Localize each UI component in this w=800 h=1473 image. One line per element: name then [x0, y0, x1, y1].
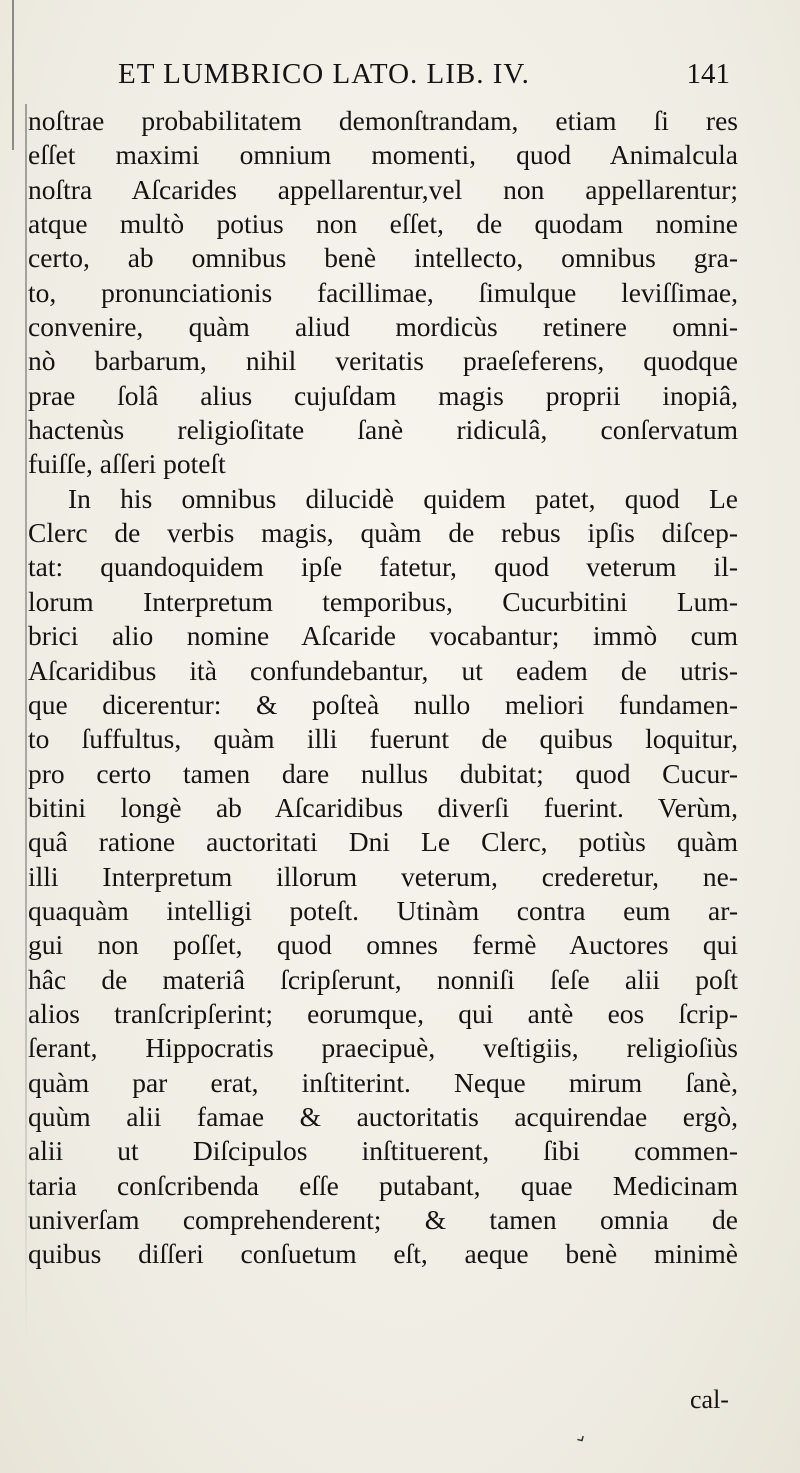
text-line: hactenùs religioſitate ſanè ridiculâ, conſervatum — [28, 414, 738, 446]
text-line: Aſcaridibus ità confundebantur, ut eadem de utris- — [28, 654, 738, 686]
text-line: brici alio nomine Aſcaride vocabantur; immò cum — [28, 620, 738, 652]
page-header — [118, 58, 730, 102]
text-line: In his omnibus dilucidè quidem patet, quod Le — [68, 482, 738, 514]
body-text — [28, 104, 738, 1272]
text-line: ſerant, Hippocratis praecipuè, veſtigiis, religioſiùs — [28, 1032, 738, 1064]
text-line: eſſet maximi omnium momenti, quod Animalcula — [28, 139, 738, 171]
text-line: Clerc de verbis magis, quàm de rebus ipſis diſcep- — [28, 517, 738, 549]
text-line: atque multò potius non eſſet, de quodam nomine — [28, 208, 738, 240]
text-line: prae ſolâ alius cujuſdam magis proprii inopiâ, — [28, 379, 738, 411]
text-line: noſtrae probabilitatem demonſtrandam, etiam ſi res — [28, 105, 738, 136]
text-line: alios tranſcripſerint; eorumque, qui antè eos ſcrip- — [28, 997, 738, 1029]
text-line: illi Interpretum illorum veterum, crederetur, ne- — [28, 860, 738, 892]
text-line: univerſam comprehenderent; & tamen omnia de — [28, 1204, 738, 1235]
text-line: fuiſſe, aſſeri poteſt — [28, 448, 226, 480]
running-head: ET LUMBRICO LATO. LIB. IV. — [118, 58, 530, 90]
stray-ink-mark-icon: ⌄ — [567, 1423, 591, 1449]
text-line: quâ ratione auctoritati Dni Le Clerc, potiùs quàm — [28, 826, 738, 858]
text-line: quaquàm intelligi poteſt. Utinàm contra eum ar- — [28, 894, 738, 926]
text-line: to, pronunciationis facillimae, ſimulque leviſſimae, — [28, 276, 738, 308]
page-number: 141 — [686, 58, 730, 90]
text-line: tat: quandoquidem ipſe fatetur, quod veterum il- — [28, 551, 738, 583]
text-line: to ſuffultus, quàm illi fuerunt de quibus loquitur, — [28, 723, 738, 755]
text-line: pro certo tamen dare nullus dubitat; quod Cucur- — [28, 757, 738, 789]
text-line: convenire, quàm aliud mordicùs retinere omni- — [28, 311, 738, 343]
text-line: bitini longè ab Aſcaridibus diverſi fuerint. Verùm, — [28, 791, 738, 823]
page-edge-rule — [12, 0, 14, 150]
text-line: certo, ab omnibus benè intellecto, omnibus gra- — [28, 242, 738, 274]
gutter-shadow — [25, 104, 27, 1344]
text-line: hâc de materiâ ſcripſerunt, nonniſi ſeſe alii poſt — [28, 963, 738, 995]
text-line: quùm alii famae & auctoritatis acquirendae ergò, — [28, 1100, 738, 1132]
text-line: que dicerentur: & poſteà nullo meliori fundamen- — [28, 688, 738, 720]
catchword: cal- — [690, 1385, 729, 1414]
text-line: quibus diſſeri conſuetum eſt, aeque benè minimè — [28, 1238, 738, 1270]
text-line: nò barbarum, nihil veritatis praeſeferens, quodque — [28, 345, 738, 377]
text-line: alii ut Diſcipulos inſtituerent, ſibi commen- — [28, 1135, 738, 1167]
text-line: quàm par erat, inſtiterint. Neque mirum ſanè, — [28, 1066, 738, 1098]
text-line: lorum Interpretum temporibus, Cucurbitini Lum- — [28, 585, 738, 617]
text-line: noſtra Aſcarides appellarentur,vel non appellarentur; — [28, 173, 738, 205]
text-line: gui non poſſet, quod omnes fermè Auctores qui — [28, 929, 738, 961]
text-line: taria conſcribenda eſſe putabant, quae Medicinam — [28, 1169, 738, 1201]
